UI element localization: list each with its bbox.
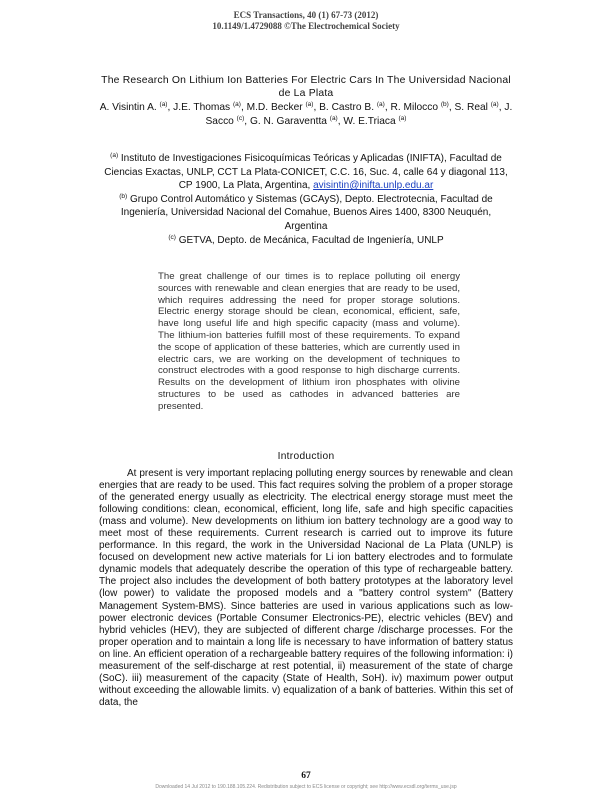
author-list: A. Visintin A. $^{(a)}$, J.E. Thomas $^{(a)}$, M.D. Becker $^{(a)}$, B. Castro B. $^{(a)}$, R. Milocco $^{(b)}$, S. Real $^{(a)}$, J. Sacco $^{(c)}$, G. N. Garaventta $^{(a)}$, W. E.Triaca $^{(a)}$	[99, 101, 513, 127]
author	[173, 102, 241, 113]
author	[247, 102, 314, 113]
author-affiliation-mark: (c)	[236, 115, 245, 122]
author	[343, 116, 406, 127]
author-affiliation-mark: (a)	[329, 115, 338, 122]
author-name: J.E. Thomas	[173, 102, 233, 113]
affiliation-text: Instituto de Investigaciones Fisicoquímicas Teóricas y Aplicadas (INIFTA), Facultad de Ciencias Exactas, UNLP, CCT La Plata-CONICET, C.C. 16, Suc. 4, calle 64 y diagonal 113, CP 1900, La Plata, Argentina,	[104, 153, 508, 192]
author-affiliation-mark: (a)	[232, 101, 241, 108]
author-affiliation-mark: (a)	[398, 115, 407, 122]
author	[250, 116, 338, 127]
affiliations	[104, 152, 508, 247]
page-number: 67	[301, 771, 311, 781]
author-name: J. Sacco	[205, 102, 513, 127]
journal-citation: ECS Transactions, 40 (1) 67-73 (2012)	[233, 10, 379, 20]
paper-title: The Research On Lithium Ion Batteries For Electric Cars In The Universidad Nacional de La Plata	[101, 75, 511, 99]
author	[100, 102, 168, 113]
doi-line: 10.1149/1.4729088 ©The Electrochemical Society	[212, 21, 400, 31]
affiliation-mark: (a)	[110, 152, 119, 159]
download-footer: Downloaded 14 Jul 2012 to 190.188.105.224. Redistribution subject to ECS license or copyright; see http://www.ecsdl.org/terms_use.jsp	[155, 784, 457, 790]
abstract: The great challenge of our times is to replace polluting oil energy sources with renewable and clean energies that are ready to be used, which requires addressing the need for proper storage solutions. Electric energy storage should be clean, economical, efficient, safe, have long useful life and high specific capacity (mass and volume). The lithium-ion batteries fulfill most of these requirements. To expand the scope of application of these batteries, which are currently used in electric cars, we are working on the development of techniques to construct electrodes with a good response to high discharge currents. Results on the development of lithium iron phosphates with olivine structures to be used as cathodes in advanced batteries are presented.	[158, 271, 460, 412]
affiliation-text: Grupo Control Automático y Sistemas (GCAyS), Depto. Electrotecnia, Facultad de Ingeniería, Universidad Nacional del Comahue, Buenos Aires 1400, 8300 Neuquén, Argentina	[120, 193, 493, 232]
author-affiliation-mark: (a)	[490, 101, 499, 108]
author	[319, 102, 385, 113]
author-name: A. Visintin A.	[99, 102, 160, 113]
affiliation-mark: (c)	[168, 233, 176, 241]
author-affiliation-mark: (a)	[159, 101, 168, 108]
affiliation-text: GETVA, Depto. de Mecánica, Facultad de Ingeniería, UNLP	[178, 234, 444, 246]
author-name: G. N. Garaventta	[249, 116, 330, 127]
affiliation-mark: (b)	[119, 192, 128, 200]
author-affiliation-mark: (a)	[305, 101, 314, 108]
author-affiliation-mark: (a)	[376, 101, 385, 108]
section-heading-introduction: Introduction	[277, 451, 335, 462]
introduction-paragraph: At present is very important replacing polluting energy sources by renewable and clean energies that are ready to be used. This fact requires solving the problem of a proper storage of the generated energy usually as electricity. The electrical energy storage must meet the following conditions: clean, economical, efficient, long life, safe and high specific capacities (mass and volume). New developments on lithium ion battery technology are a good way to meet most of these requirements. Current research is carried out to improve its future performance. In this regard, the work in the Universidad Nacional de La Plata (UNLP) is focused on development new active materials for Li ion battery electrodes and to formulate dynamic models that adequately describe the operation of this type of rechargeable battery. The project also includes the development of both battery prototypes at the laboratory level (low power) to validate the proposed models and a "battery control system" (Battery Management System-BMS). Since batteries are used in various applications such as low-power electronic devices (Portable Consumer Electronics-PE), electric vehicles (BEV) and hybrid vehicles (HEV), they are subjected of different charge /discharge processes. For the proper operation and to maintain a long life is necessary to have information of battery status on line. An efficient operation of a rechargeable battery requires of the following information: i) measurement of the self-discharge at rest potential, ii) measurement of the state of charge (SoC). iii) measurement of the capacity (State of Health, SoH). iv) maximum power output without exceeding the allowable limits. v) equalization of a bank of batteries. Within this set of data, the	[99, 468, 513, 708]
author	[390, 102, 448, 113]
email-link[interactable]: avisintin@inifta.unlp.edu.ar	[313, 180, 434, 192]
author-name: R. Milocco	[390, 102, 441, 113]
author-name: W. E.Triaca	[343, 116, 399, 127]
author	[455, 102, 499, 113]
affiliation-a	[104, 152, 508, 193]
author-affiliation-mark: (b)	[440, 101, 449, 108]
author-name: B. Castro B.	[319, 102, 377, 113]
affiliation-b	[104, 193, 508, 234]
author-name: S. Real	[454, 102, 491, 113]
affiliation-c	[104, 234, 508, 248]
author-name: M.D. Becker	[246, 102, 306, 113]
